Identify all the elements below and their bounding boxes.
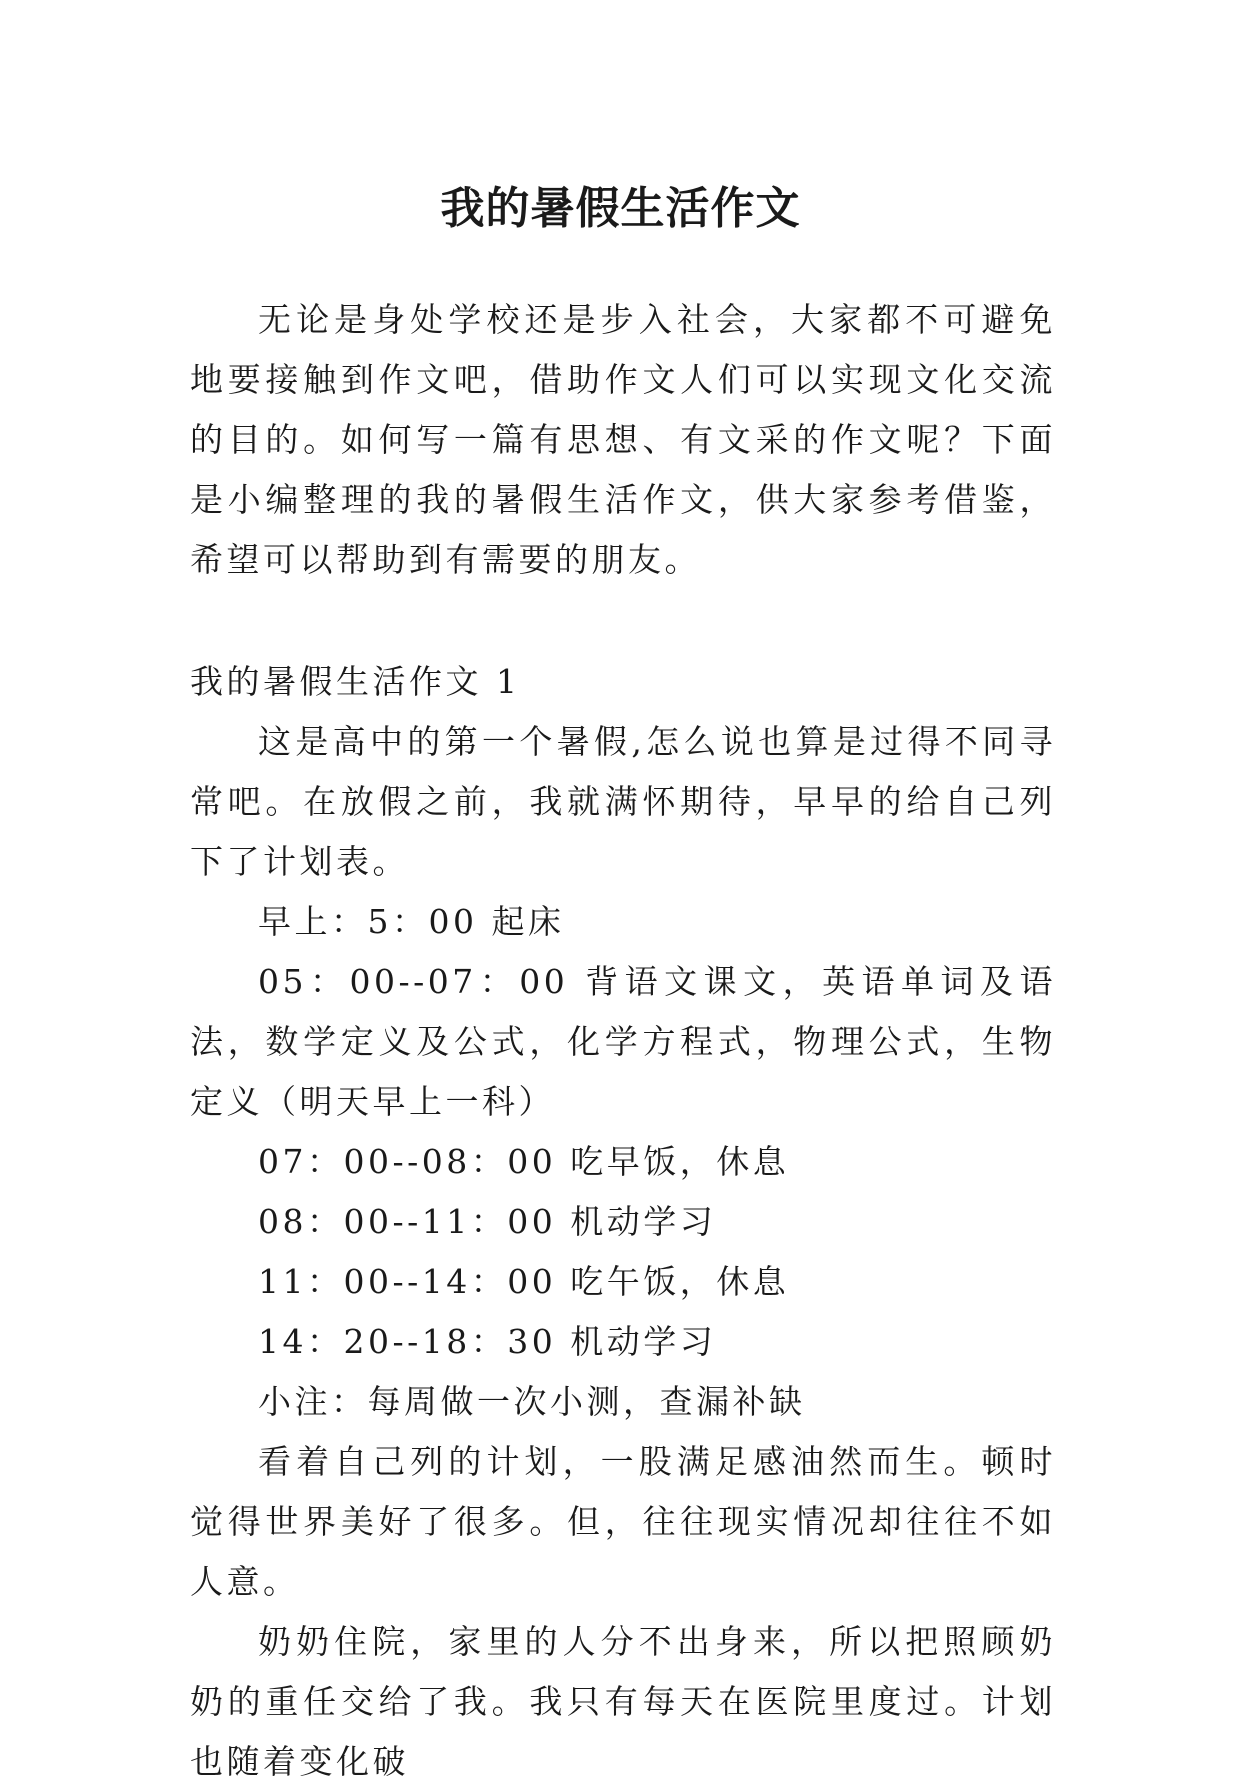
- schedule-item: 早上：5：00 起床: [258, 902, 565, 941]
- schedule-note: 小注：每周做一次小测，查漏补缺: [258, 1382, 806, 1421]
- schedule-item: 05：00--07：00 背语文课文，英语单词及语法，数学定义及公式，化学方程式，物理公式，生物定义（明天早上一科）: [190, 962, 1056, 1121]
- document-title: 我的暑假生活作文: [440, 183, 801, 235]
- body-paragraph: 看着自己列的计划，一股满足感油然而生。顿时觉得世界美好了很多。但，往往现实情况却往往不如人意。: [190, 1442, 1056, 1601]
- schedule-item: 14：20--18：30 机动学习: [258, 1322, 717, 1361]
- intro-paragraph: 无论是身处学校还是步入社会，大家都不可避免地要接触到作文吧，借助作文人们可以实现文化交流的目的。如何写一篇有思想、有文采的作文呢？下面是小编整理的我的暑假生活作文，供大家参考借鉴，希望可以帮助到有需要的朋友。: [190, 300, 1056, 579]
- schedule-item: 11：00--14：00 吃午饭，休息: [258, 1262, 790, 1301]
- schedule-item: 08：00--11：00 机动学习: [258, 1202, 717, 1241]
- document-body: [190, 290, 1056, 1792]
- body-paragraph: 奶奶住院，家里的人分不出身来，所以把照顾奶奶的重任交给了我。我只有每天在医院里度过。计划也随着变化破: [190, 1622, 1056, 1781]
- spacer: [190, 590, 1056, 652]
- section-heading: 我的暑假生活作文 1: [190, 662, 521, 701]
- schedule-item: 07：00--08：00 吃早饭，休息: [258, 1142, 790, 1181]
- body-paragraph: 这是高中的第一个暑假,怎么说也算是过得不同寻常吧。在放假之前，我就满怀期待，早早的给自己列下了计划表。: [190, 722, 1056, 881]
